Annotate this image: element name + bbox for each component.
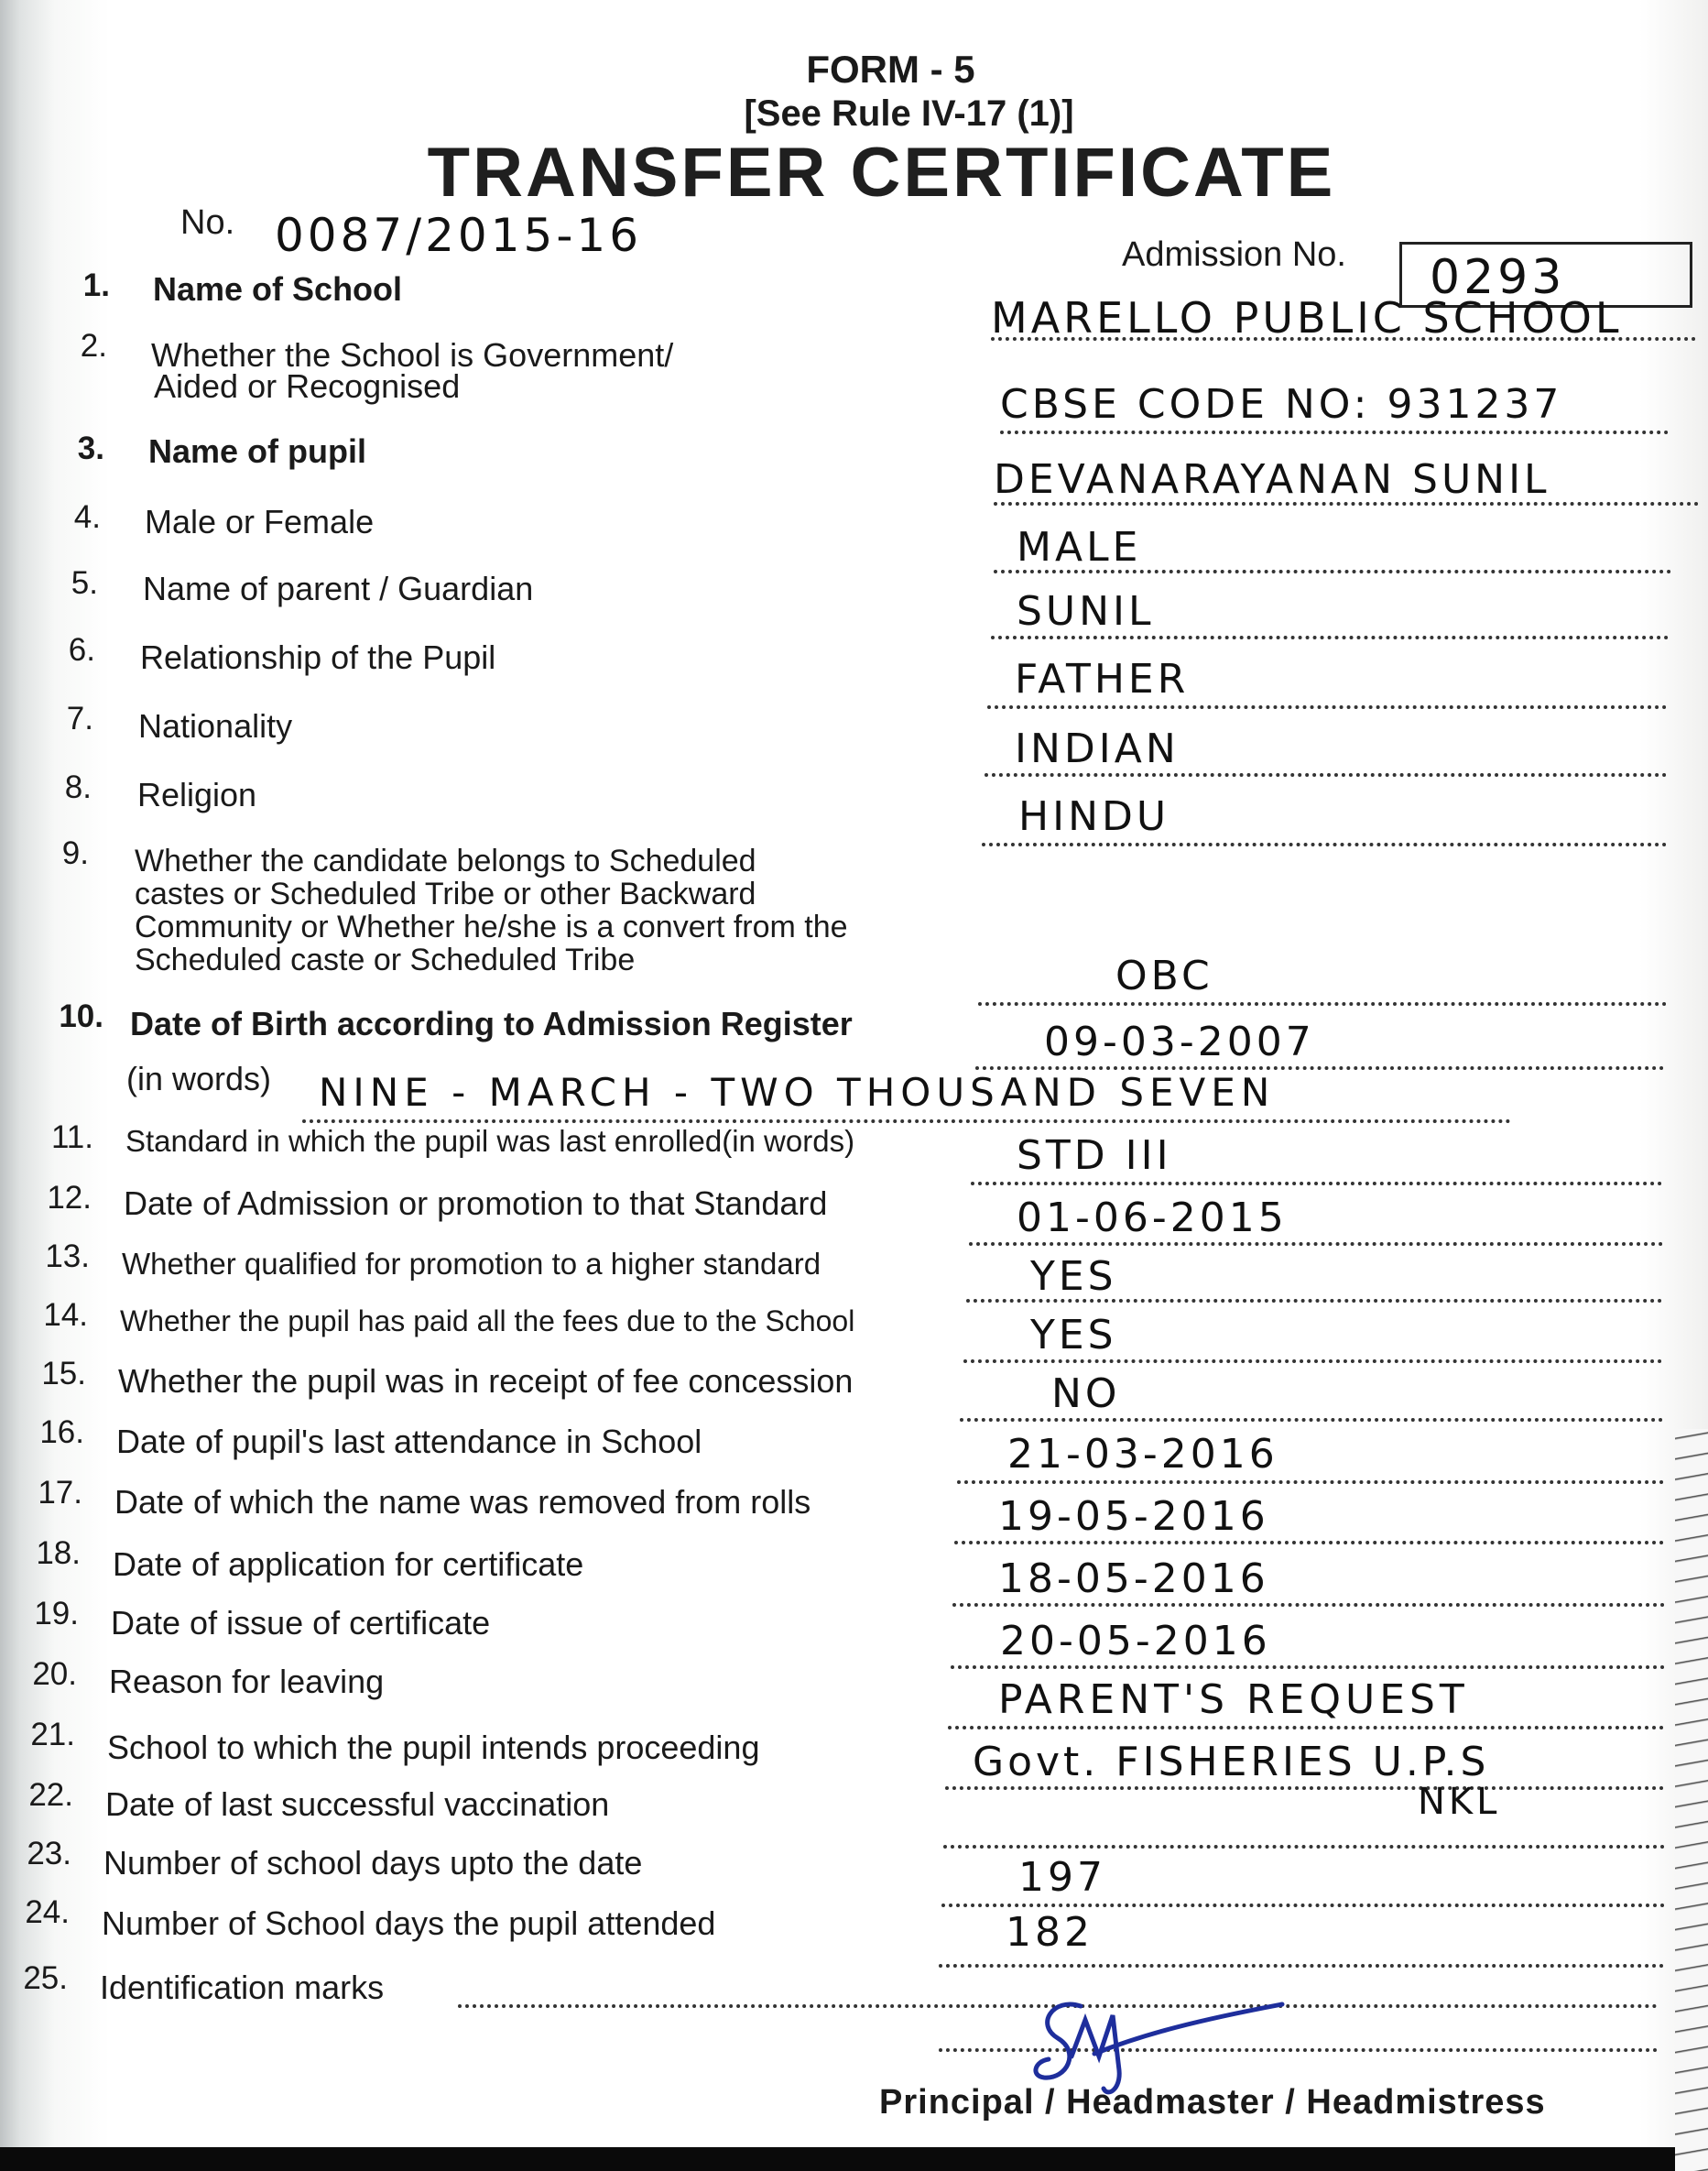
fill-line xyxy=(951,1665,1665,1669)
fill-line xyxy=(963,1359,1662,1363)
field-number: 6. xyxy=(68,632,95,668)
field-value-category: OBC xyxy=(1115,953,1213,999)
field-label-school-days: Number of school days upto the date xyxy=(103,1844,643,1882)
fill-line xyxy=(991,636,1669,639)
field-value-days-attended: 182 xyxy=(1006,1909,1093,1956)
signatory-label: Principal / Headmaster / Headmistress xyxy=(879,2083,1546,2122)
field-label-category-2: castes or Scheduled Tribe or other Backward xyxy=(135,877,756,911)
field-value-admission-date: 01-06-2015 xyxy=(1017,1195,1288,1241)
fill-line xyxy=(948,1726,1664,1729)
fill-line xyxy=(943,1845,1665,1849)
field-value-school-name: MARELLO PUBLIC SCHOOL xyxy=(991,293,1623,343)
field-value-removed-date: 19-05-2016 xyxy=(998,1493,1269,1540)
fill-line xyxy=(957,1480,1664,1484)
field-label-relationship: Relationship of the Pupil xyxy=(140,638,496,676)
field-number: 7. xyxy=(66,701,93,736)
field-label-standard: Standard in which the pupil was last enrolled(in words) xyxy=(125,1124,855,1158)
field-number: 17. xyxy=(38,1475,82,1511)
field-value-parent-name: SUNIL xyxy=(1017,588,1155,635)
form-number: FORM - 5 xyxy=(806,48,975,91)
field-value-dob: 09-03-2007 xyxy=(1044,1019,1315,1065)
field-label-fees-paid: Whether the pupil has paid all the fees due to the School xyxy=(120,1304,855,1337)
document-title: TRANSFER CERTIFICATE xyxy=(427,134,1336,212)
field-label-identification: Identification marks xyxy=(100,1969,385,2006)
field-value-dob-words: NINE - MARCH - TWO THOUSAND SEVEN xyxy=(319,1070,1276,1115)
fill-line xyxy=(985,773,1667,777)
field-number: 11. xyxy=(50,1119,93,1155)
fill-line xyxy=(939,1964,1664,1968)
field-label-dob: Date of Birth according to Admission Register xyxy=(130,1005,853,1042)
fill-line xyxy=(994,502,1699,506)
field-label-last-attendance: Date of pupil's last attendance in School xyxy=(116,1423,702,1460)
fill-line xyxy=(302,1119,1511,1123)
field-label-category: Whether the candidate belongs to Scheduled xyxy=(135,844,756,878)
field-label-nationality: Nationality xyxy=(138,707,293,745)
field-value-issue-date: 20-05-2016 xyxy=(1000,1618,1271,1664)
field-number: 25. xyxy=(23,1960,68,1996)
field-label-application-date: Date of application for certificate xyxy=(113,1545,584,1583)
field-value-nationality: INDIAN xyxy=(1015,725,1180,772)
field-number: 10. xyxy=(59,998,103,1034)
field-label-pupil-name: Name of pupil xyxy=(148,432,367,470)
field-value-leaving-reason: PARENT'S REQUEST xyxy=(998,1676,1469,1723)
fill-line xyxy=(994,570,1671,573)
field-label-school-type: Whether the School is Government/ xyxy=(151,336,674,374)
fill-line xyxy=(954,1541,1664,1544)
field-value-fees-paid: YES xyxy=(1030,1312,1117,1358)
field-number: 22. xyxy=(28,1777,73,1813)
field-label-school-type-2: Aided or Recognised xyxy=(154,367,461,405)
field-number: 12. xyxy=(47,1180,92,1216)
perforated-edge xyxy=(1675,1429,1708,2171)
field-label-removed-date: Date of which the name was removed from rolls xyxy=(114,1483,811,1521)
field-number: 9. xyxy=(61,835,89,871)
field-label-school-name: Name of School xyxy=(153,270,403,308)
fill-line xyxy=(982,843,1667,846)
fill-line xyxy=(987,705,1667,709)
field-label-religion: Religion xyxy=(137,776,257,813)
field-number: 21. xyxy=(30,1717,75,1752)
field-label-fee-concession: Whether the pupil was in receipt of fee concession xyxy=(118,1362,854,1400)
fill-line xyxy=(941,1904,1665,1907)
field-label-vaccination: Date of last successful vaccination xyxy=(105,1785,610,1823)
fill-line xyxy=(971,1182,1662,1185)
field-label-dob-words: (in words) xyxy=(126,1060,272,1097)
field-label-gender: Male or Female xyxy=(145,503,375,540)
field-label-issue-date: Date of issue of certificate xyxy=(111,1604,491,1642)
fill-line xyxy=(952,1603,1665,1607)
field-number: 20. xyxy=(32,1656,77,1692)
field-label-days-attended: Number of School days the pupil attended xyxy=(102,1904,716,1942)
field-number: 19. xyxy=(34,1596,79,1631)
field-value-last-attendance: 21-03-2016 xyxy=(1007,1431,1278,1478)
fill-line xyxy=(945,1786,1664,1790)
field-label-promotion: Whether qualified for promotion to a higher standard xyxy=(122,1247,821,1281)
admission-no-label: Admission No. xyxy=(1122,235,1346,274)
field-value-pupil-name: DEVANARAYANAN SUNIL xyxy=(994,456,1550,503)
fill-line xyxy=(960,1418,1663,1422)
field-number: 2. xyxy=(80,328,107,364)
fill-line xyxy=(969,1242,1663,1246)
fill-line xyxy=(991,337,1696,341)
field-number: 15. xyxy=(41,1356,86,1391)
field-number: 4. xyxy=(73,499,101,535)
field-label-parent-name: Name of parent / Guardian xyxy=(143,570,534,607)
field-value-school-type: CBSE CODE NO: 931237 xyxy=(1000,381,1563,428)
field-number: 18. xyxy=(36,1535,81,1571)
field-value-application-date: 18-05-2016 xyxy=(998,1555,1269,1602)
field-number: 3. xyxy=(77,431,104,466)
field-value-relationship: FATHER xyxy=(1015,656,1190,703)
field-label-category-3: Community or Whether he/she is a convert from the xyxy=(135,910,848,944)
field-number: 5. xyxy=(71,565,98,601)
field-label-category-4: Scheduled caste or Scheduled Tribe xyxy=(135,943,636,977)
field-number: 16. xyxy=(39,1414,84,1450)
scan-edge-bottom xyxy=(0,2147,1708,2171)
certificate-no-value: 0087/2015-16 xyxy=(275,209,643,262)
field-value-standard: STD III xyxy=(1017,1132,1172,1179)
fill-line xyxy=(966,1299,1662,1303)
field-label-next-school: School to which the pupil intends proceeding xyxy=(107,1729,760,1766)
fill-line xyxy=(978,1002,1667,1006)
field-number: 8. xyxy=(64,769,92,805)
field-label-leaving-reason: Reason for leaving xyxy=(109,1663,385,1700)
field-value-promotion: YES xyxy=(1030,1253,1117,1300)
field-number: 1. xyxy=(82,267,110,303)
field-value-religion: HINDU xyxy=(1018,793,1170,840)
field-value-gender: MALE xyxy=(1017,524,1142,571)
field-value-next-school-place: NKL xyxy=(1418,1781,1501,1823)
field-label-admission-date: Date of Admission or promotion to that Standard xyxy=(124,1184,828,1222)
field-value-school-days: 197 xyxy=(1018,1854,1106,1901)
admission-no-value: 0293 xyxy=(1430,250,1566,305)
certificate-no-label: No. xyxy=(180,203,235,242)
field-number: 23. xyxy=(27,1836,71,1871)
field-number: 14. xyxy=(43,1297,88,1333)
fill-line xyxy=(1000,431,1669,434)
rule-reference: [See Rule IV-17 (1)] xyxy=(744,93,1074,134)
field-value-next-school: Govt. FISHERIES U.P.S xyxy=(973,1739,1490,1785)
field-number: 24. xyxy=(25,1894,70,1930)
field-number: 13. xyxy=(45,1238,90,1274)
field-value-fee-concession: NO xyxy=(1051,1370,1121,1417)
